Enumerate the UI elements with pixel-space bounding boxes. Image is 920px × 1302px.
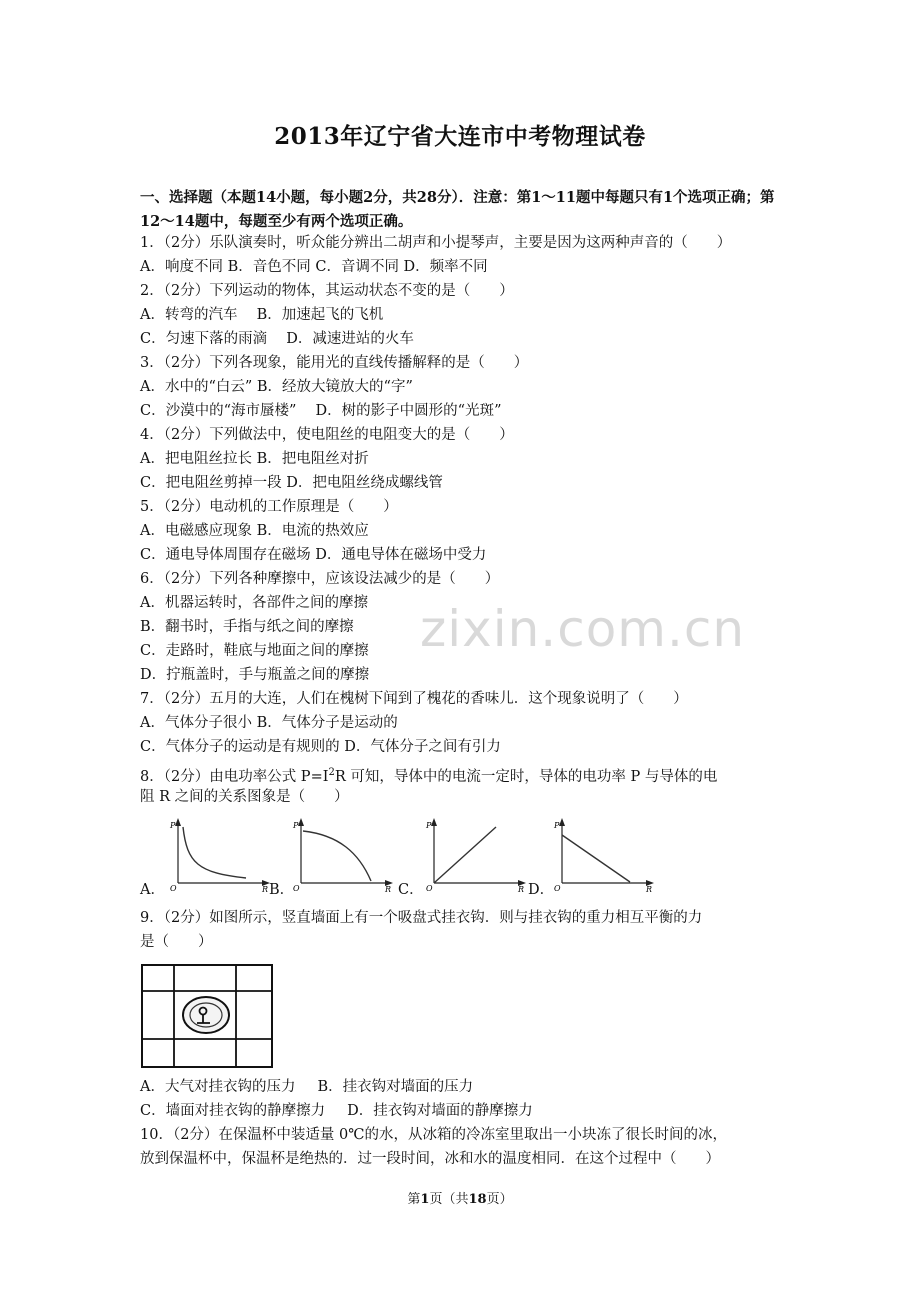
question-3-options-ab: A．水中的“白云” B．经放大镜放大的“字” <box>140 379 413 395</box>
question-7-options-cd: C．气体分子的运动是有规则的 D．气体分子之间有引力 <box>140 739 501 755</box>
graph-a-origin: O <box>170 884 177 893</box>
graph-d-axis-r: R <box>646 885 653 893</box>
graph-c-origin: O <box>426 884 433 893</box>
footer-pre: 第 <box>407 1192 421 1207</box>
question-5: 5．（2分）电动机的工作原理是（ ） <box>140 499 398 515</box>
question-7: 7．（2分）五月的大连，人们在槐树下闻到了槐花的香味儿．这个现象说明了（ ） <box>140 691 688 707</box>
graph-c-diagram <box>422 815 527 893</box>
question-9-line-2: 是（ ） <box>140 934 213 950</box>
question-5-options-cd: C．通电导体周围存在磁场 D．通电导体在磁场中受力 <box>140 547 487 563</box>
graph-b-axis-r: R <box>385 885 392 893</box>
question-3: 3．（2分）下列各现象，能用光的直线传播解释的是（ ） <box>140 355 529 371</box>
question-2-options-cd: C．匀速下落的雨滴 D．减速进站的火车 <box>140 331 414 347</box>
option-d-letter: D． <box>528 882 555 898</box>
question-3-options-cd: C．沙漠中的“海市蜃楼” D．树的影子中圆形的“光斑” <box>140 403 502 419</box>
graph-a-axis-r: R <box>262 885 269 893</box>
q9-option-a: A．大气对挂衣钩的压力 <box>140 1079 296 1095</box>
question-6: 6．（2分）下列各种摩擦中，应该设法减少的是（ ） <box>140 571 500 587</box>
question-6-option-d: D．拧瓶盖时，手与瓶盖之间的摩擦 <box>140 667 370 683</box>
q8-text-pre: 8．（2分）由电功率公式 P=I <box>140 768 329 785</box>
graph-d-axis-p: P <box>554 821 560 830</box>
graph-b-axis-p: P <box>293 821 299 830</box>
section-header: 一、选择题（本题14小题，每小题2分，共28分）．注意：第1～11题中每题只有1个选项正确；第12～14题中，每题至少有两个选项正确。 <box>140 189 775 230</box>
q9-option-b: B．挂衣钩对墙面的压力 <box>317 1079 474 1095</box>
graph-a-axis-p: P <box>170 821 176 830</box>
graph-d-origin: O <box>554 884 561 893</box>
question-6-option-a: A．机器运转时，各部件之间的摩擦 <box>140 595 368 611</box>
footer-post: 页） <box>486 1192 513 1207</box>
page-footer <box>0 1188 920 1207</box>
option-b-letter: B． <box>269 882 295 898</box>
footer-total-pages: 18 <box>468 1192 487 1207</box>
question-4: 4．（2分）下列做法中，使电阻丝的电阻变大的是（ ） <box>140 427 514 443</box>
question-4-options-cd: C．把电阻丝剪掉一段 D．把电阻丝绕成螺线管 <box>140 475 443 491</box>
graph-b-origin: O <box>293 884 300 893</box>
q8-text-post: R 可知，导体中的电流一定时，导体的电功率 P 与导体的电 <box>334 768 718 785</box>
question-9-options-cd <box>140 1101 533 1121</box>
question-5-options-ab: A．电磁感应现象 B．电流的热效应 <box>140 523 369 539</box>
question-9-line-1: 9．（2分）如图所示，竖直墙面上有一个吸盘式挂衣钩．则与挂衣钩的重力相互平衡的力 <box>140 910 703 926</box>
q9-option-d: D．挂衣钩对墙面的静摩擦力 <box>347 1103 533 1119</box>
question-8-line-1 <box>140 763 717 787</box>
question-9-options-ab <box>140 1077 473 1097</box>
footer-page-number: 1 <box>420 1192 430 1207</box>
footer-mid: 页（共 <box>429 1192 469 1207</box>
graph-c-axis-p: P <box>426 821 432 830</box>
question-6-option-c: C．走路时，鞋底与地面之间的摩擦 <box>140 643 369 659</box>
graph-a-diagram <box>166 815 271 893</box>
graph-d-diagram <box>550 815 655 893</box>
question-10-line-2: 放到保温杯中，保温杯是绝热的．过一段时间，冰和水的温度相同．在这个过程中（ ） <box>140 1151 720 1167</box>
wall-hook-figure <box>140 963 274 1069</box>
q8-superscript: 2 <box>328 767 335 778</box>
question-8-line-2: 阻 R 之间的关系图象是（ ） <box>140 789 349 805</box>
question-7-options-ab: A．气体分子很小 B．气体分子是运动的 <box>140 715 398 731</box>
watermark: zixin.com.cn <box>420 600 746 658</box>
question-4-options-ab: A．把电阻丝拉长 B．把电阻丝对折 <box>140 451 369 467</box>
option-a-letter: A． <box>140 882 165 898</box>
question-2: 2．（2分）下列运动的物体，其运动状态不变的是（ ） <box>140 283 514 299</box>
graph-b-diagram <box>289 815 394 893</box>
question-6-option-b: B．翻书时，手指与纸之间的摩擦 <box>140 619 354 635</box>
page-title: 2013年辽宁省大连市中考物理试卷 <box>274 123 646 150</box>
question-2-options-ab: A．转弯的汽车 B．加速起飞的飞机 <box>140 307 384 323</box>
question-1-options: A．响度不同 B．音色不同 C．音调不同 D．频率不同 <box>140 259 488 275</box>
option-c-letter: C． <box>398 882 424 898</box>
question-10-line-1: 10．（2分）在保温杯中装适量 0℃的水，从冰箱的冷冻室里取出一小块冻了很长时间的冰， <box>140 1127 727 1143</box>
q9-option-c: C．墙面对挂衣钩的静摩擦力 <box>140 1103 326 1119</box>
question-1: 1．（2分）乐队演奏时，听众能分辨出二胡声和小提琴声，主要是因为这两种声音的（ ） <box>140 235 732 251</box>
graph-c-axis-r: R <box>518 885 525 893</box>
question-8-graph-options <box>140 815 700 900</box>
